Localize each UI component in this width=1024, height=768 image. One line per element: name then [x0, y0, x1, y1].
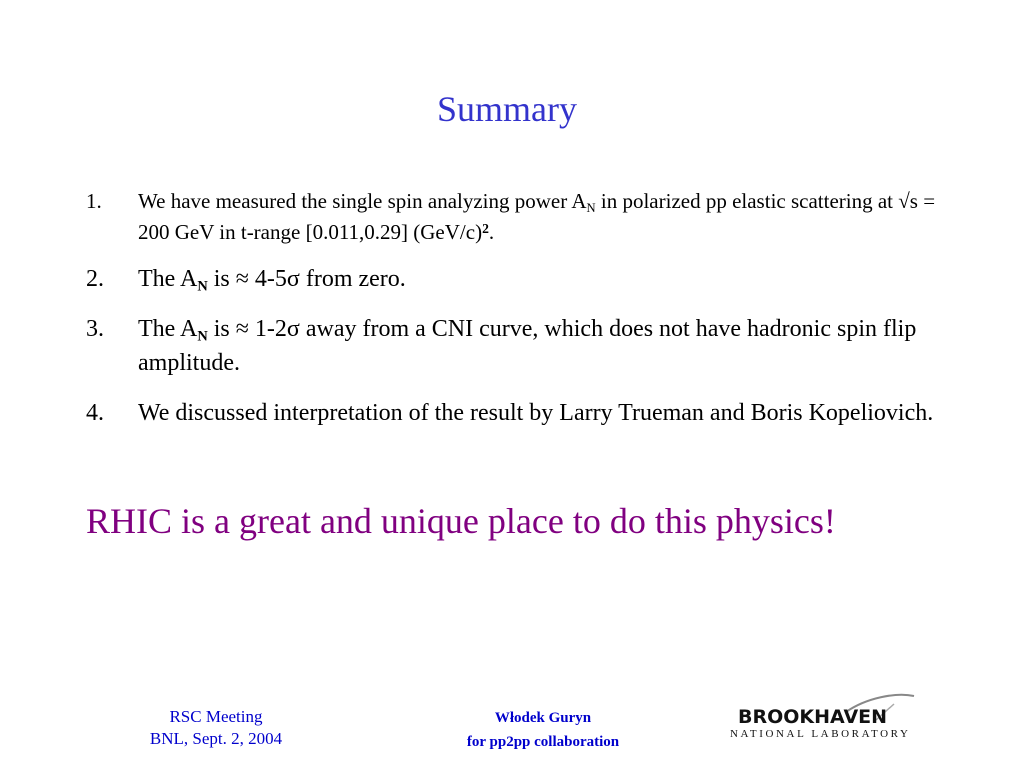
brookhaven-logo [726, 690, 930, 746]
item-number: 4. [86, 400, 104, 426]
footer-meeting-info [124, 706, 308, 750]
item-number: 1. [86, 189, 102, 213]
footer-meeting: RSC Meeting [169, 707, 263, 726]
item-text: We discussed interpretation of the result by Larry Trueman and Boris Kopeliovich. [138, 400, 934, 426]
logo-main-text: BROOKHAVEN [738, 706, 888, 728]
list-item [86, 186, 946, 248]
list-item [86, 396, 946, 430]
summary-list [86, 186, 946, 446]
subscript: N [197, 328, 208, 345]
item-text: is ≈ 4-5σ from zero. [207, 266, 406, 292]
list-item [86, 262, 946, 296]
list-item [86, 312, 946, 380]
item-text: . [488, 220, 495, 244]
tagline: RHIC is a great and unique place to do this physics! [86, 501, 836, 541]
footer-date: BNL, Sept. 2, 2004 [149, 729, 283, 748]
subscript: N [197, 278, 208, 295]
footer-author: Włodek Guryn [494, 710, 592, 726]
footer-author-info [448, 706, 638, 754]
item-text: We have measured the single spin analyzing power A [138, 189, 587, 213]
item-text: is ≈ 1-2σ away from a CNI curve, which does not have hadronic spin flip amplitude. [138, 316, 917, 376]
superscript: 2 [482, 220, 489, 236]
subscript: N [586, 200, 596, 215]
slide-title: Summary [437, 89, 577, 129]
item-text: The A [138, 266, 198, 292]
item-text: The A [138, 316, 198, 342]
footer-collab: for pp2pp collaboration [466, 734, 620, 750]
item-number: 3. [86, 316, 104, 342]
logo-sub-text: NATIONAL LABORATORY [730, 728, 911, 740]
item-text: in polarized pp elastic scattering at √s = 200 GeV in t-range [0.011,0.29] (GeV/c) [138, 189, 936, 244]
item-number: 2. [86, 266, 104, 292]
